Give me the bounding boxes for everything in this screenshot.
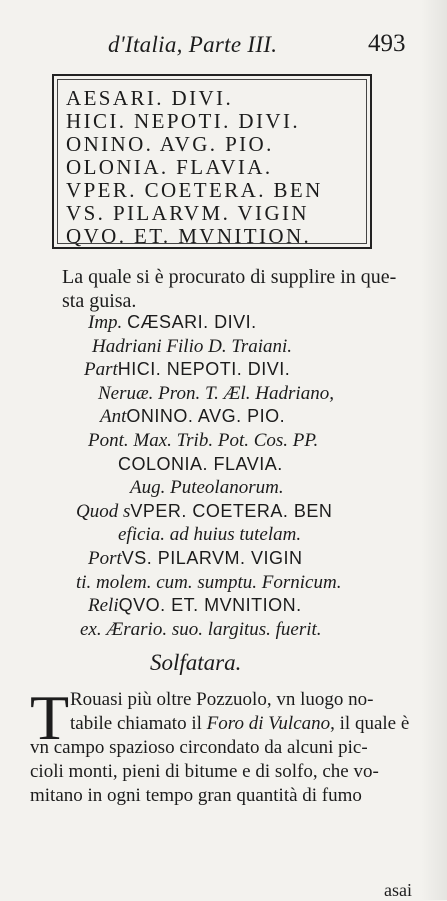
reconstruction-line (88, 548, 303, 570)
body-segment: cioli monti, pieni di bitume e di solfo, che vo- (30, 761, 379, 782)
intro-text-line: sta guisa. (62, 290, 137, 312)
reconstruction-line (118, 524, 301, 546)
reconstruction-line (76, 572, 341, 594)
reconstruction-line (76, 501, 332, 523)
body-line (70, 689, 373, 711)
reconstruction-segment: Reli (88, 595, 119, 617)
page-number: 493 (368, 30, 406, 57)
body-segment: mitano in ogni tempo gran quantità di fumo (30, 785, 362, 806)
reconstruction-segment: COLONIA. FLAVIA. (118, 453, 283, 474)
inscription-line: ONINO. AVG. PIO. (66, 132, 274, 156)
reconstruction-line (88, 312, 257, 334)
section-heading: Solfatara. (150, 650, 242, 675)
reconstruction-line (98, 383, 334, 405)
reconstruction-segment: ex. Ærario. suo. largitus. fuerit. (80, 618, 322, 640)
body-line (30, 761, 379, 783)
inscription-line: OLONIA. FLAVIA. (66, 155, 273, 179)
body-segment: Foro di Vulcano (206, 713, 331, 734)
drop-cap: T (30, 682, 70, 753)
reconstruction-segment: Neruæ. Pron. T. Æl. Hadriano, (98, 382, 334, 404)
inscription-line: VS. PILARVM. VIGIN (66, 201, 309, 225)
reconstruction-line (118, 454, 283, 476)
reconstruction-line (130, 477, 284, 499)
reconstruction-line (88, 595, 302, 617)
running-head (0, 30, 447, 64)
reconstruction-segment: eficia. ad huius tutelam. (118, 524, 302, 546)
reconstruction-segment: Quod s (76, 500, 131, 522)
reconstruction-segment: Aug. Puteolanorum. (130, 477, 284, 499)
reconstruction-segment: VS. PILARVM. VIGIN (121, 548, 303, 568)
body-line (30, 785, 362, 807)
inscription-box (52, 74, 372, 249)
reconstruction-segment: ONINO. AVG. PIO. (126, 406, 286, 427)
reconstruction-line (92, 336, 292, 358)
reconstruction-line (84, 359, 290, 381)
body-segment: , il quale è (330, 713, 410, 734)
running-head-title: d'Italia, Parte III. (108, 32, 278, 57)
body-segment: Rouasi più oltre Pozzuolo, vn luogo no- (70, 689, 374, 710)
reconstruction-segment: Part (84, 359, 118, 381)
reconstruction-segment: QVO. ET. MVNITION. (118, 595, 302, 616)
intro-text-line: La quale si è procurato di supplire in que- (62, 266, 397, 288)
inscription-line: QVO. ET. MVNITION. (66, 224, 312, 248)
inscription-line: HICI. NEPOTI. DIVI. (66, 109, 300, 133)
inscription-line: AESARI. DIVI. (66, 86, 234, 110)
reconstruction-segment: ti. molem. cum. sumptu. Fornicum. (76, 571, 342, 593)
reconstruction-segment: Hadriani Filio D. Traiani. (92, 335, 293, 357)
page-edge-shadow (421, 0, 447, 900)
reconstruction-line (100, 406, 285, 428)
reconstruction-segment: Pont. Max. Trib. Pot. Cos. PP. (88, 430, 319, 451)
reconstruction-segment: CÆSARI. DIVI. (127, 312, 257, 332)
reconstruction-segment: HICI. NEPOTI. DIVI. (117, 359, 291, 380)
inscription-line: VPER. COETERA. BEN (66, 178, 323, 202)
catchword: asai (384, 880, 412, 900)
reconstruction-line (80, 619, 322, 641)
reconstruction-segment: Port (88, 548, 122, 569)
body-line (70, 713, 409, 735)
body-line (30, 737, 368, 759)
reconstruction-segment: Imp. (88, 312, 128, 333)
reconstruction-line (88, 430, 318, 452)
body-segment: tabile chiamato il (70, 713, 207, 734)
reconstruction-segment: Ant (100, 406, 127, 428)
reconstruction-segment: VPER. COETERA. BEN (130, 500, 333, 521)
body-segment: vn campo spazioso circondato da alcuni pic- (30, 737, 368, 758)
